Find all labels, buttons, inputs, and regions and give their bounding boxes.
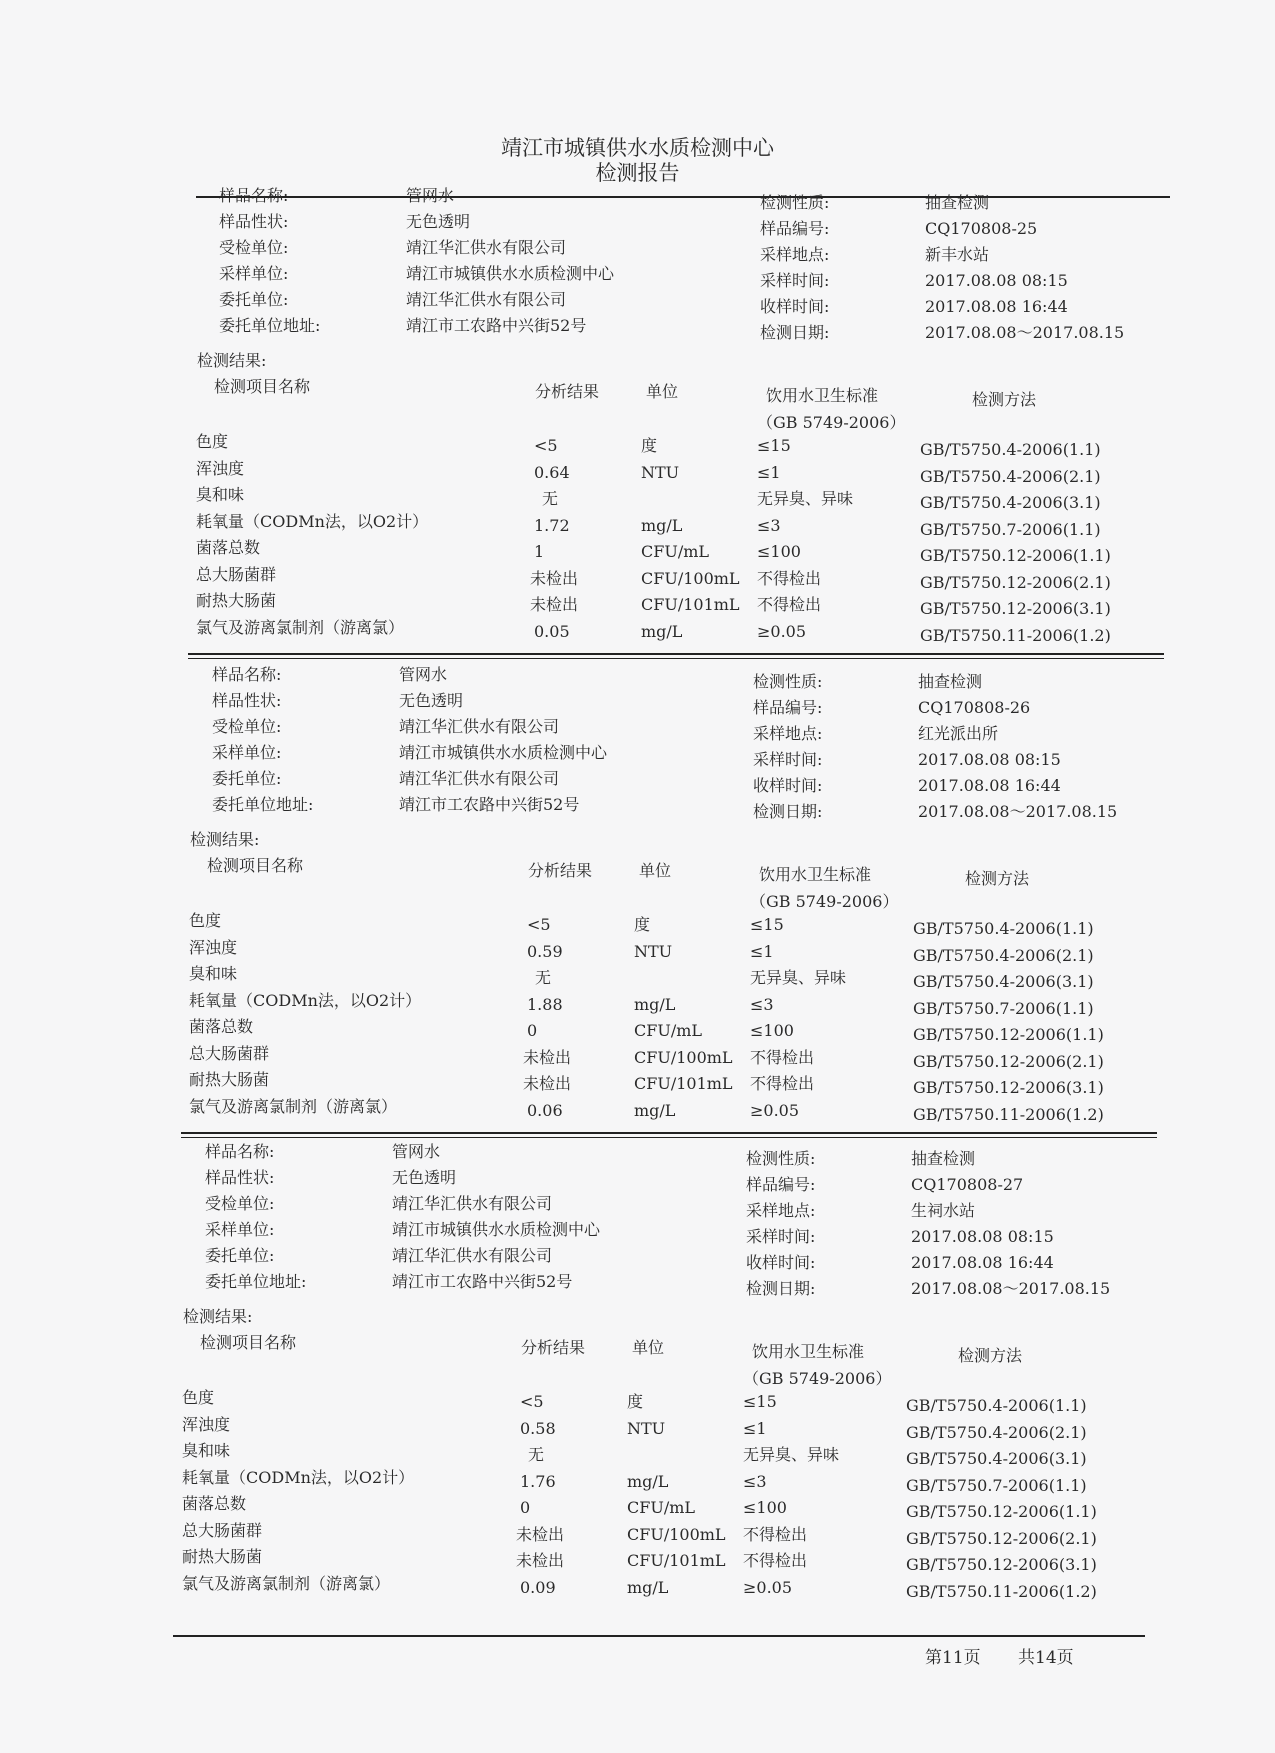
value-sampling-unit: 靖江市城镇供水水质检测中心 [392, 1220, 601, 1239]
item-name-thermotolerant-coliform: 耐热大肠菌 [189, 1070, 270, 1089]
limit-total-colony: ≤100 [757, 542, 801, 561]
label-client-unit: 委托单位: [212, 769, 282, 788]
value-test-date: 2017.08.08～2017.08.15 [925, 323, 1125, 342]
label-sample-number: 样品编号: [746, 1175, 816, 1194]
method-chromaticity: GB/T5750.4-2006(1.1) [920, 440, 1101, 459]
limit-total-coliform: 不得检出 [743, 1524, 808, 1544]
label-test-nature: 检测性质: [753, 672, 823, 691]
label-sampling-site: 采样地点: [760, 245, 830, 264]
value-sample-name: 管网水 [406, 186, 455, 205]
value-test-nature: 抽查检测 [911, 1149, 976, 1168]
method-oxygen-consumption: GB/T5750.7-2006(1.1) [913, 998, 1094, 1018]
label-sampling-unit: 采样单位: [212, 743, 282, 762]
item-name-thermotolerant-coliform: 耐热大肠菌 [182, 1547, 263, 1566]
result-odor-taste: 无 [528, 1445, 545, 1464]
method-free-chlorine: GB/T5750.11-2006(1.2) [913, 1104, 1104, 1124]
column-header-result: 分析结果 [521, 1338, 586, 1357]
value-sampling-time: 2017.08.08 08:15 [925, 271, 1068, 290]
section-divider [188, 658, 1164, 659]
result-total-coliform: 未检出 [530, 568, 579, 588]
value-inspected-unit: 靖江华汇供水有限公司 [399, 717, 560, 736]
method-thermotolerant-coliform: GB/T5750.12-2006(3.1) [906, 1555, 1097, 1574]
limit-chromaticity: ≤15 [743, 1392, 777, 1411]
limit-odor-taste: 无异臭、异味 [757, 489, 854, 508]
item-name-turbidity: 浑浊度 [189, 937, 238, 957]
column-header-unit: 单位 [639, 861, 672, 880]
value-client-unit: 靖江华汇供水有限公司 [392, 1246, 553, 1265]
unit-total-coliform: CFU/100mL [627, 1524, 726, 1544]
item-name-total-colony: 菌落总数 [182, 1494, 247, 1513]
value-client-address: 靖江市工农路中兴街52号 [392, 1272, 573, 1291]
results-label: 检测结果: [183, 1307, 253, 1326]
result-turbidity: 0.58 [520, 1418, 556, 1438]
item-name-oxygen-consumption: 耗氧量（CODMn法，以O2计） [189, 990, 422, 1010]
section-divider [181, 1137, 1157, 1138]
report-title: 检测报告 [595, 161, 680, 185]
method-free-chlorine: GB/T5750.11-2006(1.2) [920, 625, 1111, 645]
label-sampling-unit: 采样单位: [205, 1220, 275, 1239]
limit-turbidity: ≤1 [743, 1418, 767, 1438]
item-name-thermotolerant-coliform: 耐热大肠菌 [196, 591, 277, 610]
method-chromaticity: GB/T5750.4-2006(1.1) [913, 919, 1094, 938]
result-turbidity: 0.64 [534, 462, 570, 482]
value-inspected-unit: 靖江华汇供水有限公司 [392, 1194, 553, 1213]
value-receiving-time: 2017.08.08 16:44 [918, 776, 1061, 795]
label-client-unit: 委托单位: [205, 1246, 275, 1265]
limit-chromaticity: ≤15 [757, 436, 791, 455]
label-sample-state: 样品性状: [212, 691, 282, 710]
label-sampling-time: 采样时间: [753, 750, 823, 769]
value-client-address: 靖江市工农路中兴街52号 [406, 316, 587, 335]
label-sampling-time: 采样时间: [746, 1227, 816, 1246]
method-total-colony: GB/T5750.12-2006(1.1) [920, 546, 1111, 565]
label-sampling-site: 采样地点: [753, 724, 823, 743]
column-header-standard-ref: （GB 5749-2006） [750, 892, 899, 911]
footer-rule [173, 1635, 1145, 1637]
value-sampling-site: 新丰水站 [925, 245, 990, 264]
limit-thermotolerant-coliform: 不得检出 [743, 1551, 808, 1570]
value-receiving-time: 2017.08.08 16:44 [925, 297, 1068, 316]
method-thermotolerant-coliform: GB/T5750.12-2006(3.1) [920, 599, 1111, 618]
limit-total-colony: ≤100 [743, 1498, 787, 1517]
result-chromaticity: <5 [520, 1392, 544, 1411]
value-sample-state: 无色透明 [392, 1168, 457, 1187]
item-name-total-coliform: 总大肠菌群 [182, 1520, 263, 1540]
result-oxygen-consumption: 1.76 [520, 1471, 556, 1491]
unit-total-coliform: CFU/100mL [634, 1047, 733, 1067]
header-rule [196, 196, 1170, 198]
limit-odor-taste: 无异臭、异味 [743, 1445, 840, 1464]
label-test-date: 检测日期: [746, 1279, 816, 1298]
label-client-unit: 委托单位: [219, 290, 289, 309]
result-turbidity: 0.59 [527, 941, 563, 961]
value-sampling-site: 红光派出所 [918, 724, 999, 743]
value-sampling-time: 2017.08.08 08:15 [918, 750, 1061, 769]
method-turbidity: GB/T5750.4-2006(2.1) [906, 1422, 1087, 1442]
limit-oxygen-consumption: ≤3 [750, 994, 774, 1014]
label-sample-number: 样品编号: [753, 698, 823, 717]
unit-thermotolerant-coliform: CFU/101mL [634, 1074, 733, 1093]
method-total-coliform: GB/T5750.12-2006(2.1) [920, 572, 1111, 592]
value-sample-name: 管网水 [399, 665, 448, 684]
result-total-coliform: 未检出 [523, 1047, 572, 1067]
column-header-item: 检测项目名称 [207, 856, 304, 875]
label-sampling-unit: 采样单位: [219, 264, 289, 283]
item-name-oxygen-consumption: 耗氧量（CODMn法，以O2计） [196, 511, 429, 531]
unit-chromaticity: 度 [634, 915, 651, 934]
method-chromaticity: GB/T5750.4-2006(1.1) [906, 1396, 1087, 1415]
value-sampling-unit: 靖江市城镇供水水质检测中心 [406, 264, 615, 283]
report-organization-title: 靖江市城镇供水水质检测中心 [501, 136, 774, 160]
value-inspected-unit: 靖江华汇供水有限公司 [406, 238, 567, 257]
column-header-result: 分析结果 [528, 861, 593, 880]
item-name-odor-taste: 臭和味 [182, 1441, 231, 1460]
result-total-coliform: 未检出 [516, 1524, 565, 1544]
result-chromaticity: <5 [527, 915, 551, 934]
result-total-colony: 1 [534, 542, 545, 561]
label-sample-name: 样品名称: [219, 186, 289, 205]
result-total-colony: 0 [527, 1021, 538, 1040]
item-name-chromaticity: 色度 [189, 911, 222, 930]
method-total-coliform: GB/T5750.12-2006(2.1) [906, 1528, 1097, 1548]
value-receiving-time: 2017.08.08 16:44 [911, 1253, 1054, 1272]
value-client-unit: 靖江华汇供水有限公司 [406, 290, 567, 309]
limit-free-chlorine: ≥0.05 [757, 621, 807, 641]
item-name-free-chlorine: 氯气及游离氯制剂（游离氯） [182, 1573, 391, 1593]
column-header-unit: 单位 [632, 1338, 665, 1357]
item-name-turbidity: 浑浊度 [196, 458, 245, 478]
unit-oxygen-consumption: mg/L [627, 1471, 669, 1491]
value-test-nature: 抽查检测 [918, 672, 983, 691]
column-header-standard-ref: （GB 5749-2006） [743, 1369, 892, 1388]
value-client-address: 靖江市工农路中兴街52号 [399, 795, 580, 814]
value-sampling-site: 生祠水站 [911, 1201, 976, 1220]
limit-total-colony: ≤100 [750, 1021, 794, 1040]
limit-total-coliform: 不得检出 [757, 568, 822, 588]
method-odor-taste: GB/T5750.4-2006(3.1) [920, 493, 1101, 512]
item-name-free-chlorine: 氯气及游离氯制剂（游离氯） [196, 617, 405, 637]
label-sample-state: 样品性状: [219, 212, 289, 231]
unit-turbidity: NTU [641, 462, 680, 482]
value-sample-name: 管网水 [392, 1142, 441, 1161]
unit-thermotolerant-coliform: CFU/101mL [641, 595, 740, 614]
column-header-unit: 单位 [646, 382, 679, 401]
method-total-colony: GB/T5750.12-2006(1.1) [913, 1025, 1104, 1044]
result-thermotolerant-coliform: 未检出 [530, 595, 579, 614]
item-name-total-colony: 菌落总数 [196, 538, 261, 557]
result-thermotolerant-coliform: 未检出 [523, 1074, 572, 1093]
unit-free-chlorine: mg/L [641, 621, 683, 641]
label-test-date: 检测日期: [753, 802, 823, 821]
column-header-item: 检测项目名称 [214, 377, 311, 396]
method-total-colony: GB/T5750.12-2006(1.1) [906, 1502, 1097, 1521]
method-oxygen-consumption: GB/T5750.7-2006(1.1) [906, 1475, 1087, 1495]
item-name-total-coliform: 总大肠菌群 [196, 564, 277, 584]
method-turbidity: GB/T5750.4-2006(2.1) [913, 945, 1094, 965]
value-client-unit: 靖江华汇供水有限公司 [399, 769, 560, 788]
unit-total-colony: CFU/mL [627, 1498, 696, 1517]
item-name-chromaticity: 色度 [182, 1388, 215, 1407]
label-receiving-time: 收样时间: [753, 776, 823, 795]
value-test-nature: 抽查检测 [925, 193, 990, 212]
method-thermotolerant-coliform: GB/T5750.12-2006(3.1) [913, 1078, 1104, 1097]
method-total-coliform: GB/T5750.12-2006(2.1) [913, 1051, 1104, 1071]
label-sample-number: 样品编号: [760, 219, 830, 238]
column-header-result: 分析结果 [535, 382, 600, 401]
label-sampling-site: 采样地点: [746, 1201, 816, 1220]
unit-total-coliform: CFU/100mL [641, 568, 740, 588]
label-client-address: 委托单位地址: [212, 795, 314, 814]
value-sample-number: CQ170808-25 [925, 219, 1038, 238]
limit-total-coliform: 不得检出 [750, 1047, 815, 1067]
label-inspected-unit: 受检单位: [219, 238, 289, 257]
value-sampling-unit: 靖江市城镇供水水质检测中心 [399, 743, 608, 762]
label-test-nature: 检测性质: [760, 193, 830, 212]
method-turbidity: GB/T5750.4-2006(2.1) [920, 466, 1101, 486]
label-test-date: 检测日期: [760, 323, 830, 342]
limit-thermotolerant-coliform: 不得检出 [750, 1074, 815, 1093]
unit-free-chlorine: mg/L [627, 1577, 669, 1597]
value-sample-state: 无色透明 [399, 691, 464, 710]
unit-oxygen-consumption: mg/L [641, 515, 683, 535]
method-free-chlorine: GB/T5750.11-2006(1.2) [906, 1581, 1097, 1601]
unit-total-colony: CFU/mL [634, 1021, 703, 1040]
limit-turbidity: ≤1 [750, 941, 774, 961]
column-header-standard-ref: （GB 5749-2006） [757, 413, 906, 432]
results-label: 检测结果: [190, 830, 260, 849]
item-name-total-coliform: 总大肠菌群 [189, 1043, 270, 1063]
results-label: 检测结果: [197, 351, 267, 370]
label-sample-name: 样品名称: [212, 665, 282, 684]
item-name-turbidity: 浑浊度 [182, 1414, 231, 1434]
label-receiving-time: 收样时间: [760, 297, 830, 316]
unit-oxygen-consumption: mg/L [634, 994, 676, 1014]
result-free-chlorine: 0.09 [520, 1577, 556, 1597]
label-client-address: 委托单位地址: [205, 1272, 307, 1291]
limit-odor-taste: 无异臭、异味 [750, 968, 847, 987]
label-sample-name: 样品名称: [205, 1142, 275, 1161]
limit-oxygen-consumption: ≤3 [757, 515, 781, 535]
limit-free-chlorine: ≥0.05 [750, 1100, 800, 1120]
label-client-address: 委托单位地址: [219, 316, 321, 335]
result-odor-taste: 无 [542, 489, 559, 508]
method-odor-taste: GB/T5750.4-2006(3.1) [913, 972, 1094, 991]
column-header-standard: 饮用水卫生标准 [766, 386, 879, 405]
limit-oxygen-consumption: ≤3 [743, 1471, 767, 1491]
label-receiving-time: 收样时间: [746, 1253, 816, 1272]
label-sample-state: 样品性状: [205, 1168, 275, 1187]
limit-free-chlorine: ≥0.05 [743, 1577, 793, 1597]
column-header-method: 检测方法 [965, 869, 1030, 888]
result-oxygen-consumption: 1.88 [527, 994, 563, 1014]
column-header-method: 检测方法 [972, 390, 1037, 409]
result-free-chlorine: 0.06 [527, 1100, 563, 1120]
unit-chromaticity: 度 [627, 1392, 644, 1411]
method-odor-taste: GB/T5750.4-2006(3.1) [906, 1449, 1087, 1468]
item-name-oxygen-consumption: 耗氧量（CODMn法，以O2计） [182, 1467, 415, 1487]
item-name-free-chlorine: 氯气及游离氯制剂（游离氯） [189, 1096, 398, 1116]
value-sample-number: CQ170808-26 [918, 698, 1031, 717]
result-chromaticity: <5 [534, 436, 558, 455]
unit-chromaticity: 度 [641, 436, 658, 455]
section-divider [181, 1132, 1157, 1134]
label-inspected-unit: 受检单位: [205, 1194, 275, 1213]
page-number: 第11页 [925, 1648, 981, 1668]
unit-thermotolerant-coliform: CFU/101mL [627, 1551, 726, 1570]
value-test-date: 2017.08.08～2017.08.15 [911, 1279, 1111, 1298]
item-name-odor-taste: 臭和味 [189, 964, 238, 983]
unit-turbidity: NTU [627, 1418, 666, 1438]
column-header-standard: 饮用水卫生标准 [752, 1342, 865, 1361]
method-oxygen-consumption: GB/T5750.7-2006(1.1) [920, 519, 1101, 539]
result-thermotolerant-coliform: 未检出 [516, 1551, 565, 1570]
unit-free-chlorine: mg/L [634, 1100, 676, 1120]
limit-turbidity: ≤1 [757, 462, 781, 482]
column-header-item: 检测项目名称 [200, 1333, 297, 1352]
label-inspected-unit: 受检单位: [212, 717, 282, 736]
limit-chromaticity: ≤15 [750, 915, 784, 934]
value-sample-state: 无色透明 [406, 212, 471, 231]
result-free-chlorine: 0.05 [534, 621, 570, 641]
column-header-method: 检测方法 [958, 1346, 1023, 1365]
result-total-colony: 0 [520, 1498, 531, 1517]
value-sampling-time: 2017.08.08 08:15 [911, 1227, 1054, 1246]
item-name-chromaticity: 色度 [196, 432, 229, 451]
item-name-odor-taste: 臭和味 [196, 485, 245, 504]
result-oxygen-consumption: 1.72 [534, 515, 570, 535]
result-odor-taste: 无 [535, 968, 552, 987]
section-divider [188, 653, 1164, 655]
limit-thermotolerant-coliform: 不得检出 [757, 595, 822, 614]
unit-turbidity: NTU [634, 941, 673, 961]
item-name-total-colony: 菌落总数 [189, 1017, 254, 1036]
label-sampling-time: 采样时间: [760, 271, 830, 290]
value-sample-number: CQ170808-27 [911, 1175, 1024, 1194]
value-test-date: 2017.08.08～2017.08.15 [918, 802, 1118, 821]
unit-total-colony: CFU/mL [641, 542, 710, 561]
column-header-standard: 饮用水卫生标准 [759, 865, 872, 884]
page-total: 共14页 [1018, 1648, 1074, 1668]
label-test-nature: 检测性质: [746, 1149, 816, 1168]
